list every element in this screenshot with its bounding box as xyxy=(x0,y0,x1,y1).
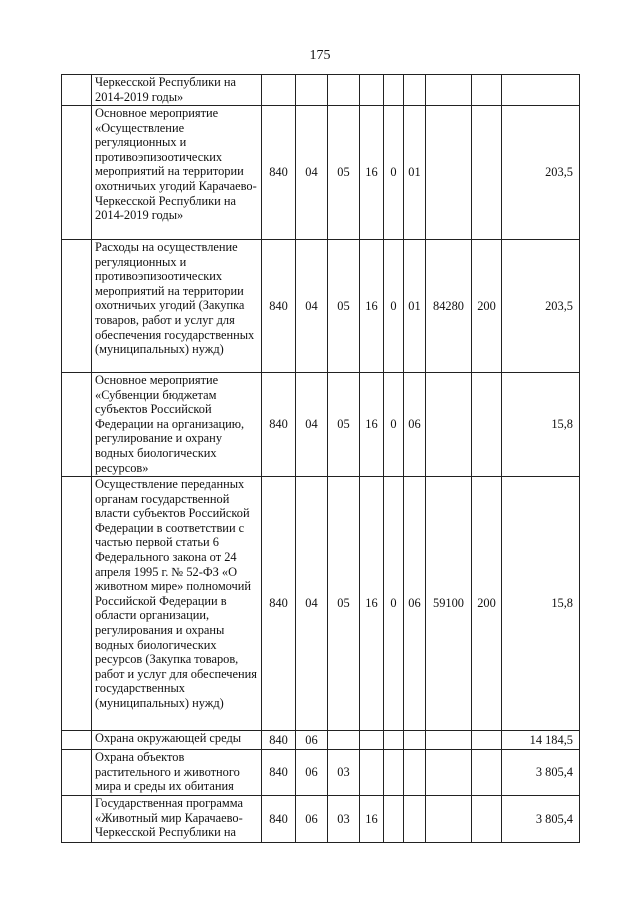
direction-code-cell: 59100 xyxy=(426,477,472,731)
subprogram-code-cell xyxy=(384,731,404,750)
section-code-cell: 06 xyxy=(296,796,328,843)
ministry-code-cell: 840 xyxy=(262,477,296,731)
amount-cell: 203,5 xyxy=(502,240,580,373)
row-index-cell xyxy=(62,75,92,106)
program-code-cell: 16 xyxy=(360,477,384,731)
event-code-cell xyxy=(404,796,426,843)
row-index-cell xyxy=(62,373,92,477)
program-code-cell: 16 xyxy=(360,106,384,240)
expense-name-cell: Основное мероприятие «Субвенции бюджетам субъектов Российской Федерации на организацию, регулирование и охрану водных биологических ресурсов» xyxy=(92,373,262,477)
amount-cell: 15,8 xyxy=(502,373,580,477)
section-code-cell: 04 xyxy=(296,106,328,240)
expense-name-cell: Черкесской Республики на 2014-2019 годы» xyxy=(92,75,262,106)
direction-code-cell xyxy=(426,373,472,477)
subprogram-code-cell: 0 xyxy=(384,106,404,240)
subsection-code-cell: 03 xyxy=(328,750,360,796)
event-code-cell xyxy=(404,75,426,106)
budget-table xyxy=(61,74,580,843)
section-code-cell: 06 xyxy=(296,731,328,750)
expense-type-cell xyxy=(472,731,502,750)
ministry-code-cell: 840 xyxy=(262,750,296,796)
ministry-code-cell: 840 xyxy=(262,731,296,750)
section-code-cell: 04 xyxy=(296,477,328,731)
expense-type-cell xyxy=(472,750,502,796)
direction-code-cell xyxy=(426,106,472,240)
program-code-cell: 16 xyxy=(360,373,384,477)
row-index-cell xyxy=(62,477,92,731)
program-code-cell xyxy=(360,75,384,106)
program-code-cell xyxy=(360,731,384,750)
amount-cell: 203,5 xyxy=(502,106,580,240)
direction-code-cell xyxy=(426,75,472,106)
table-row xyxy=(62,240,580,373)
section-code-cell: 06 xyxy=(296,750,328,796)
subprogram-code-cell xyxy=(384,75,404,106)
amount-cell: 14 184,5 xyxy=(502,731,580,750)
expense-name-cell: Основное мероприятие «Осуществление регуляционных и противоэпизоотических мероприятий на территории охотничьих угодий Карачаево-Черкесской Республики на 2014-2019 годы» xyxy=(92,106,262,240)
row-index-cell xyxy=(62,106,92,240)
program-code-cell xyxy=(360,750,384,796)
ministry-code-cell: 840 xyxy=(262,796,296,843)
table-row xyxy=(62,750,580,796)
subprogram-code-cell: 0 xyxy=(384,373,404,477)
subprogram-code-cell: 0 xyxy=(384,240,404,373)
row-index-cell xyxy=(62,240,92,373)
subprogram-code-cell xyxy=(384,796,404,843)
subsection-code-cell: 05 xyxy=(328,106,360,240)
subprogram-code-cell: 0 xyxy=(384,477,404,731)
table-row xyxy=(62,373,580,477)
subsection-code-cell: 05 xyxy=(328,373,360,477)
subsection-code-cell: 05 xyxy=(328,477,360,731)
event-code-cell xyxy=(404,750,426,796)
expense-type-cell xyxy=(472,75,502,106)
amount-cell xyxy=(502,75,580,106)
direction-code-cell xyxy=(426,731,472,750)
table-row xyxy=(62,106,580,240)
ministry-code-cell: 840 xyxy=(262,373,296,477)
expense-type-cell xyxy=(472,373,502,477)
row-index-cell xyxy=(62,731,92,750)
ministry-code-cell xyxy=(262,75,296,106)
event-code-cell: 06 xyxy=(404,373,426,477)
page-number: 175 xyxy=(309,48,331,63)
amount-cell: 3 805,4 xyxy=(502,796,580,843)
row-index-cell xyxy=(62,750,92,796)
program-code-cell: 16 xyxy=(360,796,384,843)
expense-type-cell xyxy=(472,106,502,240)
expense-name-cell: Расходы на осуществление регуляционных и противоэпизоотических мероприятий на территории охотничьих угодий (Закупка товаров, работ и услуг для обеспечения государственных (муниципальных) нужд) xyxy=(92,240,262,373)
subsection-code-cell: 03 xyxy=(328,796,360,843)
direction-code-cell xyxy=(426,796,472,843)
section-code-cell xyxy=(296,75,328,106)
event-code-cell: 06 xyxy=(404,477,426,731)
expense-name-cell: Охрана окружающей среды xyxy=(92,731,262,750)
table-row xyxy=(62,75,580,106)
amount-cell: 15,8 xyxy=(502,477,580,731)
event-code-cell xyxy=(404,731,426,750)
expense-type-cell: 200 xyxy=(472,477,502,731)
expense-name-cell: Охрана объектов растительного и животного мира и среды их обитания xyxy=(92,750,262,796)
expense-name-cell: Государственная программа «Животный мир Карачаево-Черкесской Республики на xyxy=(92,796,262,843)
table-row xyxy=(62,477,580,731)
direction-code-cell xyxy=(426,750,472,796)
subsection-code-cell xyxy=(328,75,360,106)
expense-type-cell: 200 xyxy=(472,240,502,373)
row-index-cell xyxy=(62,796,92,843)
subprogram-code-cell xyxy=(384,750,404,796)
table-row xyxy=(62,796,580,843)
ministry-code-cell: 840 xyxy=(262,240,296,373)
subsection-code-cell: 05 xyxy=(328,240,360,373)
direction-code-cell: 84280 xyxy=(426,240,472,373)
ministry-code-cell: 840 xyxy=(262,106,296,240)
table-row xyxy=(62,731,580,750)
section-code-cell: 04 xyxy=(296,240,328,373)
event-code-cell: 01 xyxy=(404,106,426,240)
expense-name-cell: Осуществление переданных органам государственной власти субъектов Российской Федерации в соответствии с частью первой статьи 6 Федерального закона от 24 апреля 1995 г. № 52-ФЗ «О животном мире» полномочий Российской Федерации в области организации, регулирования и охраны водных биологических ресурсов (Закупка товаров, работ и услуг для обеспечения государственных (муниципальных) нужд) xyxy=(92,477,262,731)
subsection-code-cell xyxy=(328,731,360,750)
event-code-cell: 01 xyxy=(404,240,426,373)
program-code-cell: 16 xyxy=(360,240,384,373)
amount-cell: 3 805,4 xyxy=(502,750,580,796)
section-code-cell: 04 xyxy=(296,373,328,477)
expense-type-cell xyxy=(472,796,502,843)
